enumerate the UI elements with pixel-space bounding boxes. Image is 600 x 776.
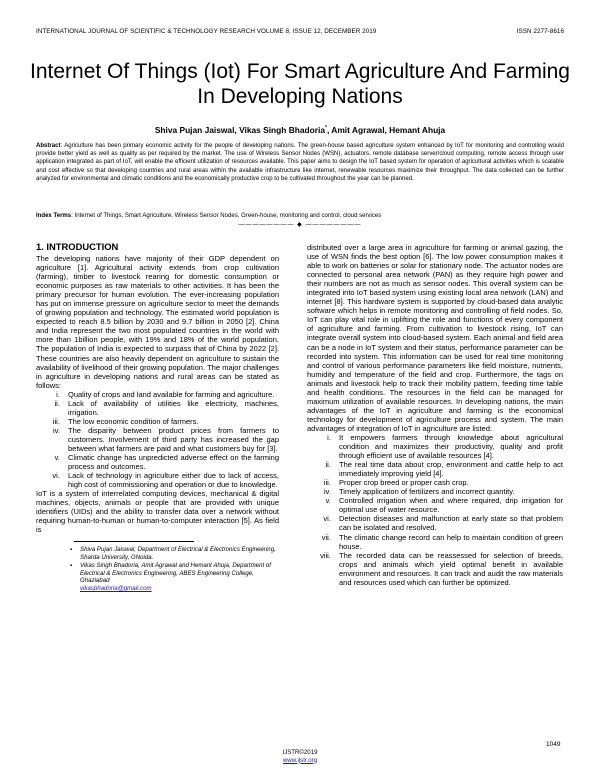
author-email-link[interactable]: vikasbhadoria@gmail.com xyxy=(80,584,152,592)
journal-name: INTERNATIONAL JOURNAL OF SCIENTIFIC & TECHNOLOGY RESEARCH VOLUME 8, ISSUE 12, DECEMBER 2019 xyxy=(36,28,377,35)
list-item: i. Quality of crops and land available for farming and agriculture. xyxy=(62,390,279,399)
abstract xyxy=(36,142,564,183)
section-heading-introduction: 1. INTRODUCTION xyxy=(36,241,119,252)
author-footnotes xyxy=(36,546,279,592)
left-column xyxy=(36,241,279,593)
paper-title: Internet Of Things (Iot) For Smart Agriculture And Farming In Developing Nations xyxy=(30,60,570,108)
list-item: iv. The disparity between product prices from farmers to customers. Involvement of third party has increased the gap between what farmers are paid and what customers buy for [3]. xyxy=(62,426,279,453)
list-item: iii. The low economic condition of farmers. xyxy=(62,417,279,426)
page-number: 1049 xyxy=(546,741,561,748)
website-link[interactable]: www.ijstr.org xyxy=(282,756,318,764)
corresponding-mark: * xyxy=(325,125,327,132)
wsn-paragraph: distributed over a large area in agriculture for farming or animal gazing, the use of WSN finds the best option [6]. The low power consumption makes it able to work on batteries or solar for stationary node. The actuator nodes are connected to personal area network (PAN) as they require high power and their numbers are not as much as sensor nodes. This overall system can be integrated into IoT based system using existing local area network (LAN) and internet [8]. This hardware system is supported by cloud-based data analytic software which helps in remote monitoring and controlling of field nodes. So, IoT can play vital role in uplifting the role and functions of every component of agriculture and farming. From cultivation to livestock rising, IoT can integrate overall system into cloud-based system. Each animal and field area can be a node in IoT system and their status, performance parameter can be recorded into system. This information can be used for real time monitoring and control of various performance parameters like field moisture, nutrients, humidity and temperature of the field and crop. Furthermore, the tags on animals and livestock help to track their mobility pattern, feeding time table and health conditions. The resources in the field can be managed for maximum utilization of available resources. In developing nations, the main advantages of the IoT in agriculture and farming is the economical technology for development of agriculture process and system. The main advantages of integration of IoT in agriculture are listed: xyxy=(307,243,563,433)
iot-paragraph: IoT is a system of interrelated computing devices, mechanical & digital machines, objects, animals or people that are provided with unique identifiers (UIDs) and the ability to transfer data over a network without requiring human-to-human or human-to-computer interaction [5]. As field is xyxy=(36,489,279,535)
list-item: vii. The climatic change record can help to maintain condition of green house. xyxy=(333,533,563,551)
index-terms-text: : Internet of Things, Smart Agriculture, Wireless Sensor Nodes, Green-house, monitoring and control, cloud services xyxy=(71,213,382,219)
index-terms-label: Index Terms xyxy=(36,213,72,219)
right-column xyxy=(307,243,563,587)
footnote-rule xyxy=(74,541,194,542)
footnote-affiliation: Vikas Singh Bhadoria, Amit Agrawal and Hemant Ahuja, Department of Electrical & Electronics Engineering, ABES Engineering College, Ghaziabad xyxy=(80,561,271,585)
list-item: viii. The recorded data can be reassessed for selection of breeds, crops and animals which yield optimal benefit in available environment and resources. It can track and audit the raw materials and resources used which can further be optimized. xyxy=(333,551,563,587)
copyright: IJSTR©2019 xyxy=(282,749,318,756)
issn: ISSN 2277-8616 xyxy=(516,28,564,35)
author-line xyxy=(20,125,580,135)
abstract-label: Abstract xyxy=(36,143,61,149)
intro-paragraph: The developing nations have majority of their GDP dependent on agriculture [1]. Agricultural activity extends from crop cultivation (farming), timber to livestock rearing for domestic consumption or economic purposes as raw materials to other activities. It has been the primary precursor for human evolution. The ever-increasing population has put on immense pressure on agriculture sector to meet the demands of growing population and technology. The estimated world population is expected to reach 8.5 billion by 2030 and 9.7 billion in 2050 [2]. China and India represent the two most populated countries in the world with more than 1billion people, with 19% and 18% of the world population. The population of India is expected to surpass that of China by 2022 [2]. These countries are also heavily dependent on agriculture to sustain the availability of livelihood of their growing population. The major challenges in agriculture in developing nations and rural areas can be stated as follows: xyxy=(36,254,279,390)
list-item: iii. Proper crop breed or proper cash crop. xyxy=(333,478,563,487)
list-item: iv. Timely application of fertilizers and incorrect quantity. xyxy=(333,487,563,496)
challenges-list xyxy=(36,390,279,490)
journal-header xyxy=(36,28,564,35)
list-item: ii. The real time data about crop, environment and cattle help to act immediately improving yield [4]. xyxy=(333,460,563,478)
index-terms xyxy=(36,212,564,220)
authors-rest: , Amit Agrawal, Hemant Ahuja xyxy=(326,125,446,135)
section-separator: ———————— ◆ ———————— xyxy=(238,222,362,228)
abstract-text: : Agriculture has been primary economic activity for the people of developing nations. The green-house based agriculture system enhanced by IoT for monitoring and controlling would provide better yield as well as quality as per required by the market. The use of Wireless Sensor Nodes (WSN), actuators, remote database server/cloud computing, remote access through user application integrated as part of IoT, will enable the efficient utilization of resources available. This paper aims to design the IoT based system for operation of agricultural activities which is scalable and cost effective so that developing countries and rural areas within the available infrastructure like internet, renewable resources maximize their throughput. The data collected can be further analyzed for environmental and climatic conditions and the economically productive crop to be cultivated throughout the year can be planned. xyxy=(36,143,564,182)
list-item: vi. Lack of technology in agriculture either due to lack of access, high cost of commissioning and operation or due to knowledge. xyxy=(62,471,279,489)
page-footer xyxy=(0,749,600,764)
list-item: i. It empowers farmers through knowledge about agricultural condition and maximizes their productivity, quality and profit through efficient use of available resources [4]. xyxy=(333,433,563,460)
advantages-list xyxy=(307,433,563,587)
authors-first: Shiva Pujan Jaiswal, Vikas Singh Bhadoria xyxy=(154,125,326,135)
list-item: v. Climatic change has unpredicted adverse effect on the farming process and outcomes. xyxy=(62,453,279,471)
footnote-item xyxy=(80,562,279,593)
list-item: v. Controlled irrigation when and where required, drip irrigation for optimal use of water resource. xyxy=(333,496,563,514)
footnote-item: ▪ Shiva Pujan Jaiswal, Department of Electrical & Electronics Engineering, Sharda University, GNoida. xyxy=(80,546,279,561)
list-item: ii. Lack of availability of utilities like electricity, machines, irrigation. xyxy=(62,399,279,417)
list-item: vi. Detection diseases and malfunction at early state so that problem can be isolated and resolved. xyxy=(333,514,563,532)
